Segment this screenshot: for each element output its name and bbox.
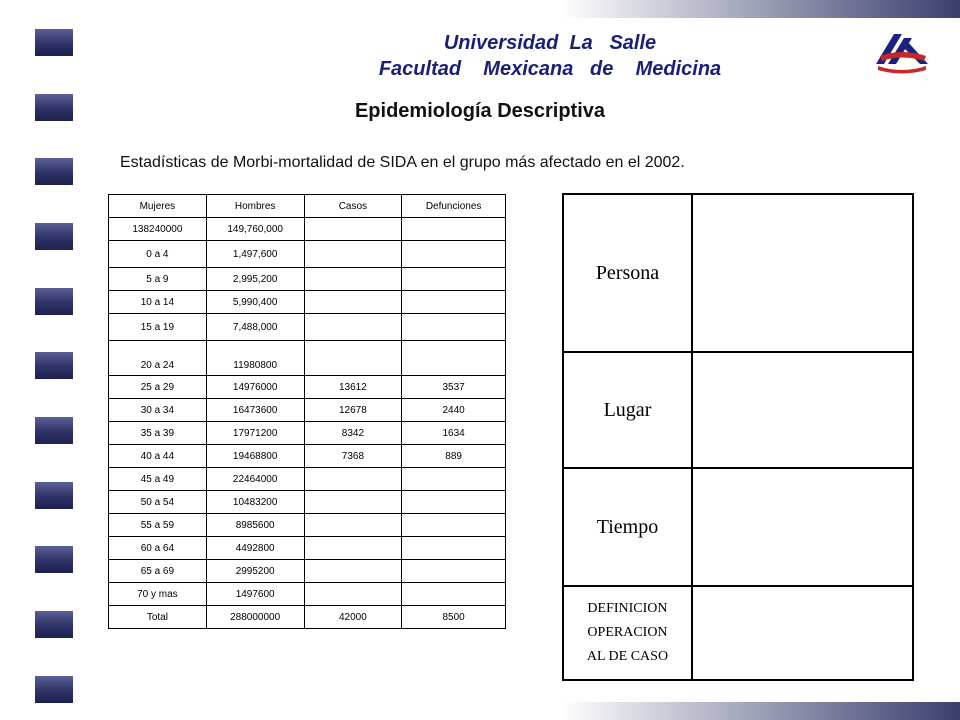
decorative-squares [35, 0, 73, 720]
table-cell [304, 537, 402, 560]
table-cell: 65 a 69 [109, 560, 207, 583]
table-row [109, 491, 506, 514]
table-cell [402, 314, 506, 341]
table-cell: 0 a 4 [109, 241, 207, 268]
university-name: Universidad La Salle [443, 32, 657, 54]
table-row [109, 514, 506, 537]
bottom-gradient-bar [560, 702, 960, 720]
table-cell [402, 468, 506, 491]
navy-square-icon [35, 29, 73, 56]
table-cell [304, 468, 402, 491]
table-row [109, 468, 506, 491]
definicion-line: AL DE CASO [586, 649, 669, 664]
table-cell [304, 583, 402, 606]
epidemiology-dimensions-table [562, 193, 914, 681]
table-header-cell: Hombres [206, 195, 304, 218]
table-cell: 16473600 [206, 399, 304, 422]
table-row [109, 291, 506, 314]
universidad-la-salle-logo-icon [874, 30, 930, 76]
table-cell: 25 a 29 [109, 376, 207, 399]
table-row [109, 341, 506, 376]
table-row [109, 376, 506, 399]
tiempo-label: Tiempo [563, 468, 692, 586]
table-cell: 889 [402, 445, 506, 468]
lugar-label: Lugar [563, 352, 692, 468]
table-cell: 15 a 19 [109, 314, 207, 341]
lugar-value-cell [692, 352, 913, 468]
table-cell: 7368 [304, 445, 402, 468]
table-cell [402, 218, 506, 241]
table-row [109, 583, 506, 606]
table-cell [304, 291, 402, 314]
table-cell: 10 a 14 [109, 291, 207, 314]
table-cell [304, 314, 402, 341]
table-cell: 42000 [304, 606, 402, 629]
table-cell [402, 341, 506, 376]
definicion-operacional-label [563, 586, 692, 680]
table-cell: 40 a 44 [109, 445, 207, 468]
persona-label: Persona [563, 194, 692, 352]
table-cell [402, 537, 506, 560]
table-cell [402, 268, 506, 291]
table-row [109, 422, 506, 445]
table-row [109, 560, 506, 583]
table-cell: 288000000 [206, 606, 304, 629]
table-cell: 4492800 [206, 537, 304, 560]
table-cell [304, 560, 402, 583]
page-title: Epidemiología Descriptiva [354, 100, 606, 122]
table-row [563, 194, 913, 352]
table-cell: Total [109, 606, 207, 629]
definicion-line: OPERACION [587, 625, 668, 640]
table-cell [402, 291, 506, 314]
table-cell: 8500 [402, 606, 506, 629]
table-cell: 1,497,600 [206, 241, 304, 268]
table-cell: 60 a 64 [109, 537, 207, 560]
table-cell: 70 y mas [109, 583, 207, 606]
navy-square-icon [35, 546, 73, 573]
table-row [563, 468, 913, 586]
table-cell [304, 218, 402, 241]
table-cell [402, 514, 506, 537]
table-cell: 8342 [304, 422, 402, 445]
table-row [109, 445, 506, 468]
persona-value-cell [692, 194, 913, 352]
navy-square-icon [35, 223, 73, 250]
navy-square-icon [35, 352, 73, 379]
table-cell [304, 241, 402, 268]
top-gradient-bar [560, 0, 960, 18]
definicion-value-cell [692, 586, 913, 680]
tiempo-value-cell [692, 468, 913, 586]
table-total-row [109, 606, 506, 629]
table-cell: 17971200 [206, 422, 304, 445]
table-cell: 149,760,000 [206, 218, 304, 241]
table-cell: 2995200 [206, 560, 304, 583]
table-cell: 7,488,000 [206, 314, 304, 341]
table-row [563, 352, 913, 468]
table-cell: 55 a 59 [109, 514, 207, 537]
table-header-cell: Casos [304, 195, 402, 218]
table-cell: 14976000 [206, 376, 304, 399]
table-cell: 50 a 54 [109, 491, 207, 514]
table-row [109, 537, 506, 560]
table-cell: 2440 [402, 399, 506, 422]
table-cell: 13612 [304, 376, 402, 399]
navy-square-icon [35, 482, 73, 509]
page-subtitle: Estadísticas de Morbi-mortalidad de SIDA en el grupo más afectado en el 2002. [120, 154, 685, 171]
table-row [563, 586, 913, 680]
table-header-cell: Mujeres [109, 195, 207, 218]
table-cell: 35 a 39 [109, 422, 207, 445]
table-cell [304, 514, 402, 537]
table-cell: 1634 [402, 422, 506, 445]
table-cell: 138240000 [109, 218, 207, 241]
table-cell: 5 a 9 [109, 268, 207, 291]
table-cell: 5,990,400 [206, 291, 304, 314]
table-row [109, 218, 506, 241]
navy-square-icon [35, 676, 73, 703]
table-row [109, 399, 506, 422]
table-row [109, 241, 506, 268]
table-cell [402, 560, 506, 583]
table-row [109, 314, 506, 341]
definicion-line: DEFINICION [587, 601, 668, 616]
navy-square-icon [35, 611, 73, 638]
institution-header [300, 30, 800, 82]
table-cell: 20 a 24 [109, 341, 207, 376]
faculty-name: Facultad Mexicana de Medicina [378, 58, 722, 80]
table-cell: 30 a 34 [109, 399, 207, 422]
table-cell: 2,995,200 [206, 268, 304, 291]
table-header-cell: Defunciones [402, 195, 506, 218]
table-cell [304, 491, 402, 514]
table-cell [402, 491, 506, 514]
table-cell: 1497600 [206, 583, 304, 606]
navy-square-icon [35, 158, 73, 185]
navy-square-icon [35, 288, 73, 315]
sida-statistics-table [108, 194, 506, 629]
table-cell: 10483200 [206, 491, 304, 514]
table-cell [304, 268, 402, 291]
table-cell [402, 583, 506, 606]
table-cell: 3537 [402, 376, 506, 399]
navy-square-icon [35, 417, 73, 444]
table-cell [402, 241, 506, 268]
table-cell [304, 341, 402, 376]
table-cell: 22464000 [206, 468, 304, 491]
navy-square-icon [35, 94, 73, 121]
table-cell: 12678 [304, 399, 402, 422]
table-cell: 11980800 [206, 341, 304, 376]
table-cell: 8985600 [206, 514, 304, 537]
table-row [109, 268, 506, 291]
table-cell: 45 a 49 [109, 468, 207, 491]
table-header-row [109, 195, 506, 218]
table-cell: 19468800 [206, 445, 304, 468]
